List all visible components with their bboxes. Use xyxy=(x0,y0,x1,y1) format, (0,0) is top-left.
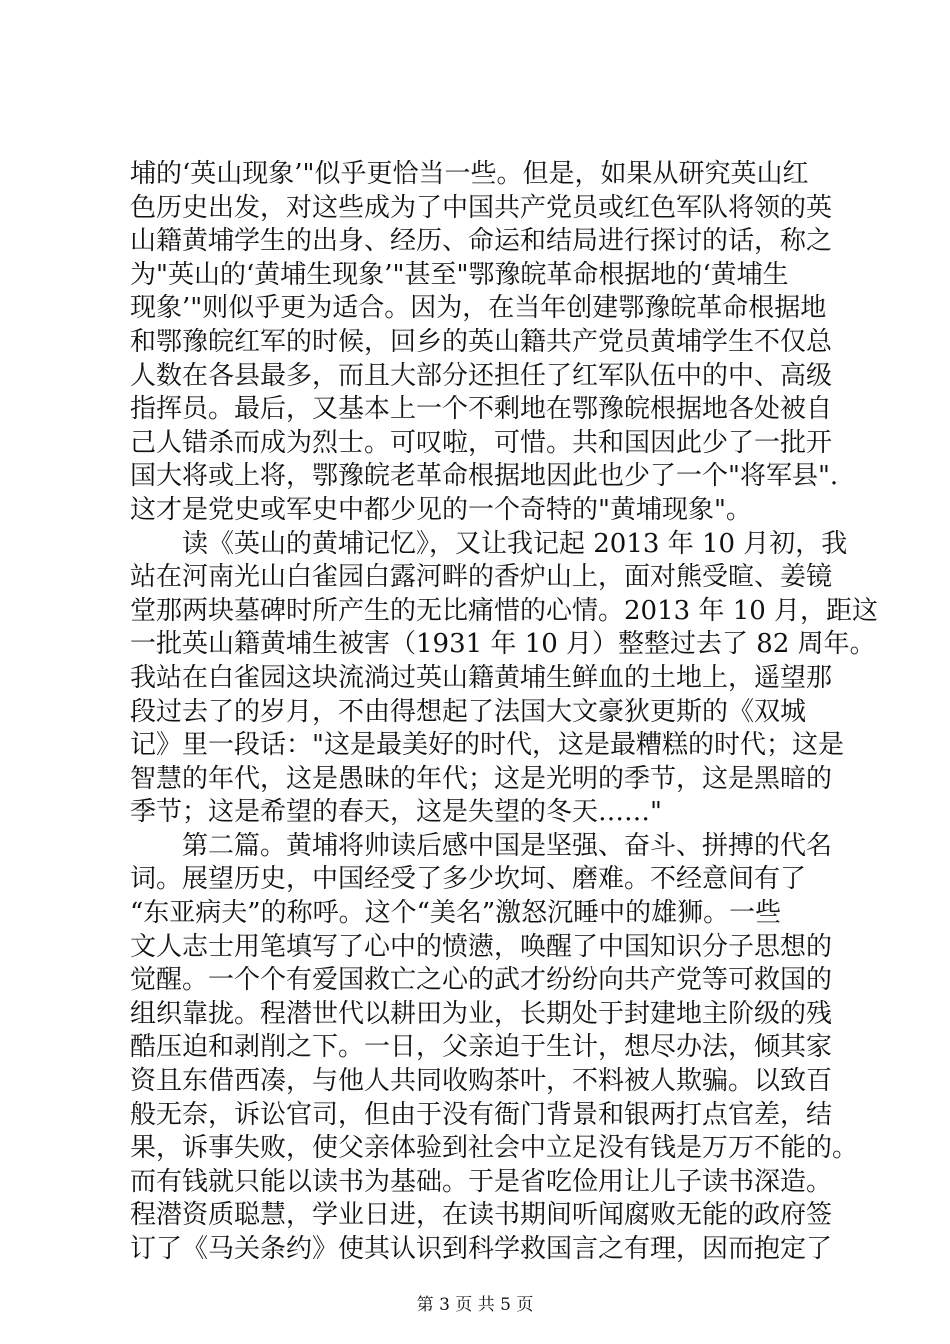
text-line: 埔的‘英山现象’"似乎更恰当一些。但是，如果从研究英山红 xyxy=(130,159,809,189)
text-line: 智慧的年代，这是愚昧的年代；这是光明的季节，这是黑暗的 xyxy=(130,763,833,794)
body-text xyxy=(130,158,879,1267)
page-number-footer: 第 3 页 共 5 页 xyxy=(416,1295,534,1315)
text-line: 一批英山籍黄埔生被害（1931 年 10 月）整整过去了 82 周年。 xyxy=(130,629,876,660)
text-line: 记》里一段话："这是最美好的时代，这是最糟糕的时代；这是 xyxy=(130,730,844,761)
text-line: 词。展望历史，中国经受了多少坎坷、磨难。不经意间有了 xyxy=(130,864,807,895)
text-line: 程潜资质聪慧，学业日进，在读书期间听闻腐败无能的政府签 xyxy=(130,1200,833,1231)
text-line: 这才是党史或军史中都少见的一个奇特的"黄埔现象"。 xyxy=(130,494,752,525)
text-line: 我站在白雀园这块流淌过英山籍黄埔生鲜血的土地上，遥望那 xyxy=(130,662,833,693)
text-line: 资且东借西凑，与他人共同收购茶叶，不料被人欺骗。以致百 xyxy=(130,1066,833,1097)
text-line: 人数在各县最多，而且大部分还担任了红军队伍中的中、高级 xyxy=(130,360,833,391)
text-line: 山籍黄埔学生的出身、经历、命运和结局进行探讨的话，称之 xyxy=(130,226,833,257)
text-line: 般无奈，诉讼官司，但由于没有衙门背景和银两打点官差，结 xyxy=(130,1099,833,1130)
paragraph-start-line: 读《英山的黄埔记忆》，又让我记起 2013 年 10 月初，我 xyxy=(182,528,848,559)
text-line: “东亚病夫”的称呼。这个“美名”激怒沉睡中的雄狮。一些 xyxy=(130,898,782,929)
text-line: 季节；这是希望的春天，这是失望的冬天……" xyxy=(130,797,662,828)
text-line: 堂那两块墓碑时所产生的无比痛惜的心情。2013 年 10 月，距这 xyxy=(130,595,879,626)
paragraph-start-line: 第二篇。黄埔将帅读后感中国是坚强、奋斗、拼搏的代名 xyxy=(182,830,833,861)
text-line: 组织靠拢。程潜世代以耕田为业，长期处于封建地主阶级的残 xyxy=(130,998,833,1029)
text-line: 己人错杀而成为烈士。可叹啦，可惜。共和国因此少了一批开 xyxy=(130,427,833,458)
text-line: 订了《马关条约》使其认识到科学救国言之有理，因而抱定了 xyxy=(130,1234,833,1264)
text-line: 国大将或上将，鄂豫皖老革命根据地因此也少了一个"将军县". xyxy=(130,461,839,492)
text-line: 为"英山的‘黄埔生现象’"甚至"鄂豫皖革命根据地的‘黄埔生 xyxy=(130,259,789,290)
text-line: 果，诉事失败，使父亲体验到社会中立足没有钱是万万不能的。 xyxy=(130,1133,859,1164)
text-line: 酷压迫和剥削之下。一日，父亲迫于生计，想尽办法，倾其家 xyxy=(130,1032,833,1063)
text-line: 觉醒。一个个有爱国救亡之心的武才纷纷向共产党等可救国的 xyxy=(130,965,833,996)
text-line: 站在河南光山白雀园白露河畔的香炉山上，面对熊受暄、姜镜 xyxy=(130,562,833,593)
text-line: 而有钱就只能以读书为基础。于是省吃俭用让儿子读书深造。 xyxy=(130,1166,833,1197)
text-line: 现象’"则似乎更为适合。因为，在当年创建鄂豫皖革命根据地 xyxy=(130,293,827,324)
text-line: 文人志士用笔填写了心中的愤懑，唤醒了中国知识分子思想的 xyxy=(130,931,833,962)
text-line: 指挥员。最后，又基本上一个不剩地在鄂豫皖根据地各处被自 xyxy=(130,394,833,425)
text-line: 段过去了的岁月，不由得想起了法国大文豪狄更斯的《双城 xyxy=(130,696,807,727)
text-line: 和鄂豫皖红军的时候，回乡的英山籍共产党员黄埔学生不仅总 xyxy=(130,326,833,357)
text-line: 色历史出发，对这些成为了中国共产党员或红色军队将领的英 xyxy=(130,192,833,223)
